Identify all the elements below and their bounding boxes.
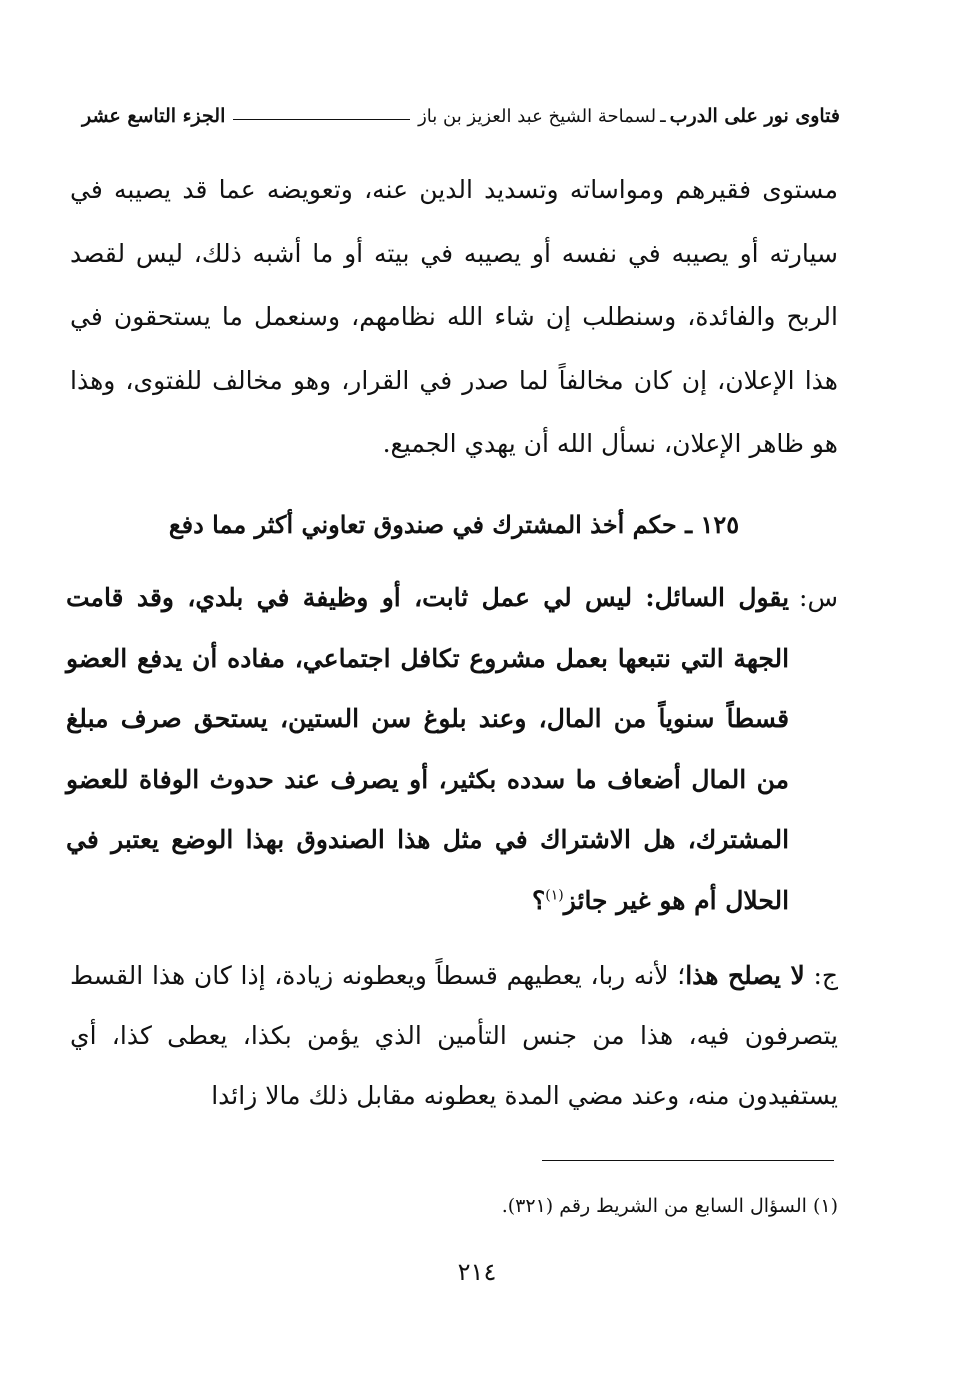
author-name: لسماحة الشيخ عبد العزيز بن باز bbox=[418, 105, 657, 127]
footnote-rule bbox=[542, 1160, 834, 1161]
question-mark: ؟ bbox=[531, 885, 546, 915]
book-title: فتاوى نور على الدرب bbox=[669, 105, 840, 127]
answer-lead: لا يصلح هذا bbox=[685, 961, 805, 990]
answer-text: ؛ لأنه ربا، يعطيهم قسطاً ويعطونه زيادة، إذا كان هذا القسط يتصرفون فيه، هذا من جنس التأمين الذي يؤمن بكذا، يعطى كذا، أي يستفيدون منه، وعند مضي المدة يعطونه مقابل ذلك مالا زائدا bbox=[70, 961, 838, 1110]
page-number: ٢١٤ bbox=[457, 1258, 497, 1286]
running-header bbox=[82, 98, 840, 134]
question-footnote-marker: (١) bbox=[545, 887, 564, 904]
answer-paragraph bbox=[70, 946, 838, 1126]
question-block bbox=[66, 568, 838, 931]
section-number: ١٢٥ bbox=[700, 510, 740, 539]
header-rule bbox=[233, 119, 410, 120]
volume-label: الجزء التاسع عشر bbox=[82, 105, 226, 127]
footnote-marker: (١) bbox=[812, 1195, 838, 1217]
section-separator: ـ bbox=[685, 510, 693, 539]
section-heading bbox=[70, 500, 838, 550]
footnote-text: السؤال السابع من الشريط رقم (٣٢١). bbox=[501, 1195, 807, 1217]
answer-prefix: ج: bbox=[813, 961, 838, 990]
question-body: يقول السائل: ليس لي عمل ثابت، أو وظيفة في بلدي، وقد قامت الجهة التي نتبعها بعمل مشروع تكافل اجتماعي، مفاده أن يدفع العضو قسطاً سنوياً من المال، وعند بلوغ سن الستين، يستحق صرف مبلغ من المال أضعاف ما سدده بكثير، أو يصرف عند حدوث الوفاة للعضو المشترك، هل الاشتراك في مثل هذا الصندوق بهذا الوضع يعتبر في الحلال أم هو غير جائز bbox=[66, 583, 790, 915]
footnote bbox=[70, 1190, 838, 1222]
continuation-paragraph: مستوى فقيرهم ومواساته وتسديد الدين عنه، وتعويضه عما قد يصيبه في سيارته أو يصيبه في نفسه أو يصيبه في بيته أو ما أشبه ذلك، ليس لقصد الربح والفائدة، وسنطلب إن شاء الله نظامهم، وسنعمل ما يستحقون في هذا الإعلان، إن كان مخالفاً لما صدر في القرار، وهو مخالف للفتوى، وهذا هو ظاهر الإعلان، نسأل الله أن يهدي الجميع. bbox=[70, 175, 838, 458]
question-prefix: س: bbox=[799, 583, 838, 612]
header-dash: ـ bbox=[660, 105, 666, 127]
question-text bbox=[66, 568, 789, 931]
section-title: حكم أخذ المشترك في صندوق تعاوني أكثر مما دفع bbox=[168, 510, 677, 539]
